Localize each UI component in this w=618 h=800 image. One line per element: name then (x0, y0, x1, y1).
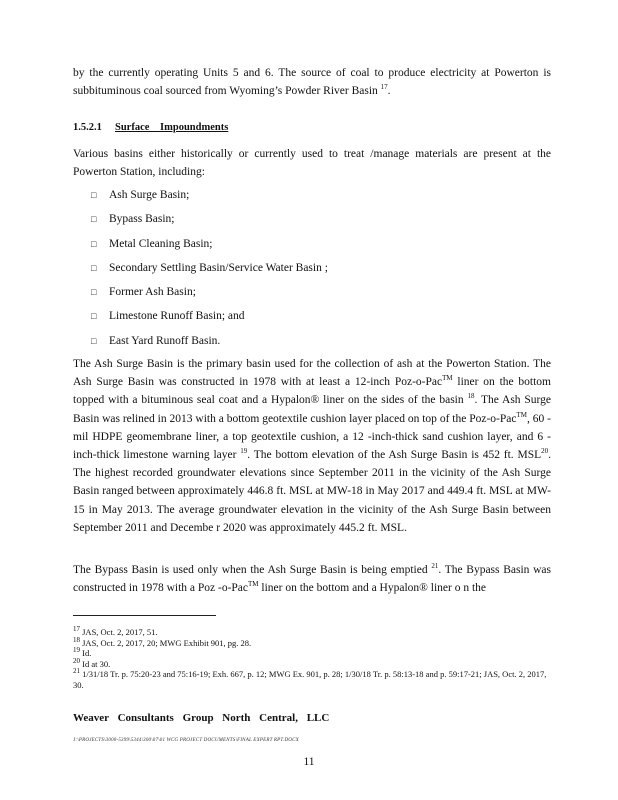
bullet-icon: □ (91, 262, 97, 273)
footnote-ref-19[interactable]: 19 (240, 447, 248, 456)
footnote-ref-20[interactable]: 20 (541, 447, 549, 456)
basin-list (91, 186, 328, 356)
list-item: □ Metal Cleaning Basin; (91, 235, 328, 259)
footnote: $^{21}$ 1/31/18 Tr. p. 75:20-23 and 75:16-19; Exh. 667, p. 12; MWG Ex. 901, p. 28; 1/30/18 Tr. p. 58:13-18 and p. 59:17-21; JAS, Oct. 2, 2017, 30. (73, 667, 547, 690)
list-item: □ Former Ash Basin; (91, 283, 328, 307)
footnote-separator (73, 615, 216, 616)
section-number: 1.5.2.1 (73, 122, 102, 133)
list-item: □ East Yard Runoff Basin. (91, 332, 328, 356)
bullet-icon: □ (91, 335, 97, 346)
footer-file-path: J:\PROJECTS\3000-5399\5344\300\07\01 WCG PROJECT DOCUMENTS\FINAL EXPERT RPT.DOCX (73, 738, 299, 743)
bullet-icon: □ (91, 311, 97, 322)
ash-surge-paragraph: The Ash Surge Basin is the primary basin used for the collection of ash at the Powerton Station. The Ash Surge Basin was constructed in 1978 with at least a 12-inch Poz-o-Pac™ liner on the bottom topped with a bituminous seal coat and a Hypalon® liner on the sides of the basin $^{18}$. The Ash Surge Basin was relined in 2013 with a bottom geotextile cushion layer placed on top of the Poz-o-Pac™, 60 -mil HDPE geomembrane liner, a top geotextile cushion, a 12 -inch-thick sand cushion layer, and 6 -inch-thick limestone warning layer $^{19}$. The bottom elevation of the Ash Surge Basin is 452 ft. MSL$^{20}$. The highest recorded groundwater elevations since September 2011 in the vicinity of the Ash Surge Basin ranged between approximately 446.8 ft. MSL at MW-18 in May 2017 and 449.4 ft. MSL at MW-15 in May 2013. The average groundwater elevation in the vicinity of the Ash Surge Basin between September 2011 and Decembe r 2020 was approximately 445.2 ft. MSL. (73, 358, 552, 534)
footer-company-name: Weaver Consultants Group North Central, LLC (73, 712, 330, 724)
section-title: Surface Impoundments (115, 122, 229, 133)
bullet-icon: □ (91, 190, 97, 200)
page-number: 11 (303, 756, 315, 768)
footnote-ref-18[interactable]: 18 (467, 392, 475, 401)
bullet-icon: □ (91, 287, 97, 298)
basins-intro-paragraph: Various basins either historically or currently used to treat /manage materials are present at the Powerton Station, including: (73, 148, 551, 179)
bullet-icon: □ (91, 214, 97, 225)
list-item: □ Bypass Basin; (91, 210, 328, 234)
list-item: □ Secondary Settling Basin/Service Water Basin ; (91, 259, 328, 283)
footnotes (73, 627, 551, 691)
footnote-ref-17[interactable]: 17 (380, 83, 388, 92)
list-item: □ Limestone Runoff Basin; and (91, 307, 328, 331)
intro-paragraph: by the currently operating Units 5 and 6. The source of coal to produce electricity at Powerton is subbituminous coal sourced from Wyoming’s Powder River Basin $^{17}$. (73, 67, 551, 98)
bullet-icon: □ (91, 238, 97, 249)
footnote: $^{18}$ JAS, Oct. 2, 2017, 20; MWG Exhibit 901, pg. 28. (73, 635, 252, 648)
list-item: □ Ash Surge Basin; (91, 186, 328, 210)
footnote: $^{20}$ Id at 30. (73, 656, 111, 669)
footnote: $^{17}$ JAS, Oct. 2, 2017, 51. (73, 625, 158, 637)
bypass-paragraph: The Bypass Basin is used only when the Ash Surge Basin is being emptied $^{21}$. The Bypass Basin was constructed in 1978 with a Poz -o-Pac™ liner on the bottom and a Hypalon® liner o n the (73, 562, 552, 595)
section-heading (73, 121, 228, 135)
footnote: $^{19}$ Id. (73, 646, 92, 659)
footnote-ref-21[interactable]: 21 (431, 562, 439, 571)
